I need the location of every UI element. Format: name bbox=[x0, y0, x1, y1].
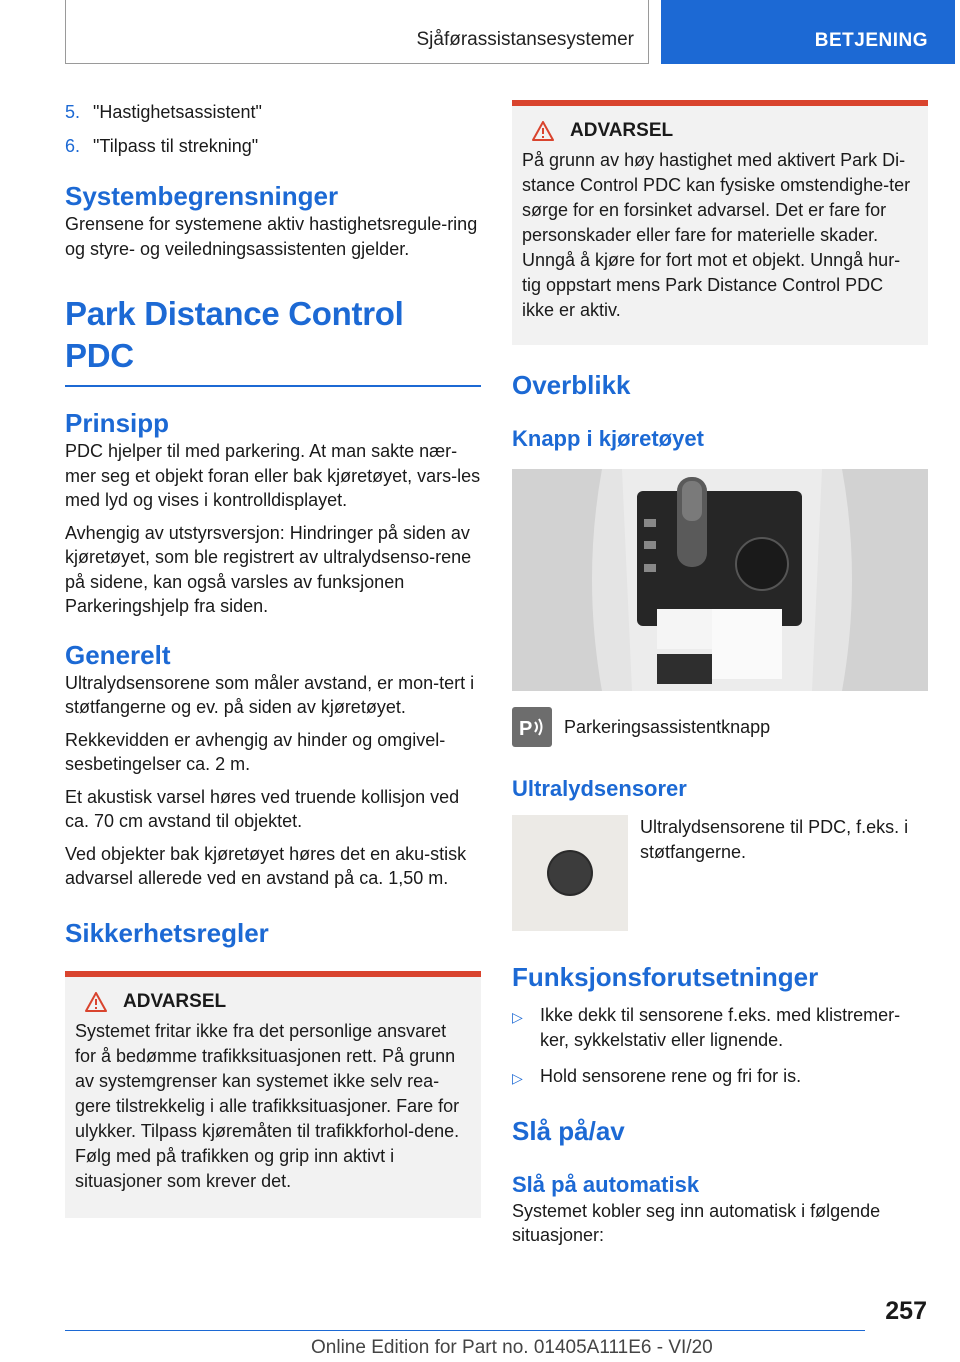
left-column bbox=[65, 100, 481, 1218]
list-number: 6. bbox=[65, 136, 81, 156]
warning-triangle-icon bbox=[532, 121, 554, 141]
paragraph: PDC hjelper til med parkering. At man sakte nær-mer seg et objekt foran eller bak kjøretøyet, vars-les med lyd og vises i kontrolldisplayet. bbox=[65, 441, 481, 510]
paragraph: Avhengig av utstyrsversjon: Hindringer på siden av kjøretøyet, som ble registrert av ultralydsenso-rene på sidene, kan også varsles av funksjonen Parkeringshjelp fra siden. bbox=[65, 522, 472, 616]
heading-generelt: Generelt bbox=[65, 639, 171, 670]
paragraph: Ved objekter bak kjøretøyet høres det en aku-stisk advarsel allerede ved en avstand på ca. 1,50 m. bbox=[65, 843, 467, 888]
warning-header bbox=[75, 991, 471, 1013]
list-text: "Tilpass til strekning" bbox=[93, 136, 259, 156]
sensor-image bbox=[512, 815, 628, 931]
right-column bbox=[512, 100, 928, 1248]
warning-text: Systemet fritar ikke fra det personlige ansvaret for å bedømme trafikksituasjonen rett. På grunn av systemgrenser kan systemet ikke selv rea-gere tilstrekkelig i alle trafikksituasjoner. Fare for ulykker. Tilpass kjøremåten til trafikkforhol-dene. Følg med på trafikken og grip inn aktivt i situasjoner som krever det. bbox=[75, 1020, 460, 1191]
warning-triangle-icon bbox=[85, 992, 107, 1012]
paragraph: Rekkevidden er avhengig av hinder og omgivel-sesbetingelser ca. 2 m. bbox=[65, 729, 446, 774]
parking-assist-icon bbox=[512, 707, 552, 747]
list-text: "Hastighetsassistent" bbox=[93, 102, 262, 122]
list-item bbox=[65, 134, 481, 158]
paragraph: Grensene for systemene aktiv hastighetsregule-ring og styre- og veiledningsassistenten gjelder. bbox=[65, 214, 478, 259]
section-header bbox=[65, 0, 649, 64]
list-item bbox=[512, 1003, 928, 1052]
center-console-illustration bbox=[512, 469, 928, 691]
bullet-text: Hold sensorene rene og fri for is. bbox=[540, 1066, 802, 1086]
page-number: 257 bbox=[885, 1297, 927, 1325]
heading-sla-pa-automatisk: Slå på automatisk bbox=[512, 1171, 700, 1197]
warning-box bbox=[512, 100, 928, 345]
triangle-bullet-icon: ▷ bbox=[512, 1009, 523, 1025]
heading-prinsipp: Prinsipp bbox=[65, 408, 170, 438]
warning-header bbox=[522, 120, 918, 142]
heading-sla-pa-av: Slå på/av bbox=[512, 1115, 625, 1146]
bullet-text: Ikke dekk til sensorene f.eks. med klistremer-ker, sykkelstativ eller lignende. bbox=[540, 1005, 901, 1050]
warning-label: ADVARSEL bbox=[123, 990, 227, 1012]
caption-text: Parkeringsassistentknapp bbox=[564, 716, 771, 737]
footer-edition[interactable]: Online Edition for Part no. 01405A111E6 - VI/20 bbox=[311, 1337, 713, 1358]
heading-sikkerhetsregler: Sikkerhetsregler bbox=[65, 917, 269, 948]
section-title: Sjåførassistansesystemer bbox=[416, 29, 634, 50]
chapter-title: Park Distance Control PDC bbox=[65, 293, 481, 387]
sensor-row bbox=[512, 815, 928, 931]
chapter-tab-label: BETJENING bbox=[814, 30, 928, 51]
paragraph: Ultralydsensorene som måler avstand, er mon-tert i støtfangerne og ev. på siden av kjøretøyet. bbox=[65, 672, 475, 717]
sensor-text: Ultralydsensorene til PDC, f.eks. i støtfangerne. bbox=[640, 817, 909, 862]
list-item bbox=[512, 1064, 928, 1091]
warning-label: ADVARSEL bbox=[570, 120, 674, 141]
list-item bbox=[65, 100, 481, 124]
warning-text: På grunn av høy hastighet med aktivert Park Di-stance Control PDC kan fysiske omstendighe-ter sørge for en forsinket advarsel. Det er fare for personskader eller fare for materielle skader. Unngå å kjøre for fort mot et objekt. Unngå hur-tig oppstart mens Park Distance Control PDC ikke er aktiv. bbox=[522, 150, 911, 320]
svg-text:P: P bbox=[519, 718, 533, 740]
warning-box bbox=[65, 971, 481, 1218]
heading-systembegrensninger: Systembegrensninger bbox=[65, 181, 339, 211]
center-console-photo bbox=[512, 469, 928, 691]
heading-knapp: Knapp i kjøretøyet bbox=[512, 426, 704, 451]
footer-divider bbox=[65, 1330, 865, 1331]
paragraph: Systemet kobler seg inn automatisk i følgende situasjoner: bbox=[512, 1200, 881, 1245]
sensor-icon bbox=[549, 852, 591, 894]
paragraph: Et akustisk varsel høres ved truende kollisjon ved ca. 70 cm avstand til objektet. bbox=[65, 786, 460, 831]
list-number: 5. bbox=[65, 102, 81, 122]
caption-row bbox=[512, 707, 928, 747]
chapter-tab[interactable] bbox=[661, 0, 955, 64]
heading-funksjonsforutsetninger: Funksjonsforutsetninger bbox=[512, 962, 819, 992]
heading-ultralydsensorer: Ultralydsensorer bbox=[512, 776, 687, 801]
triangle-bullet-icon: ▷ bbox=[512, 1070, 523, 1086]
heading-overblikk: Overblikk bbox=[512, 370, 631, 400]
